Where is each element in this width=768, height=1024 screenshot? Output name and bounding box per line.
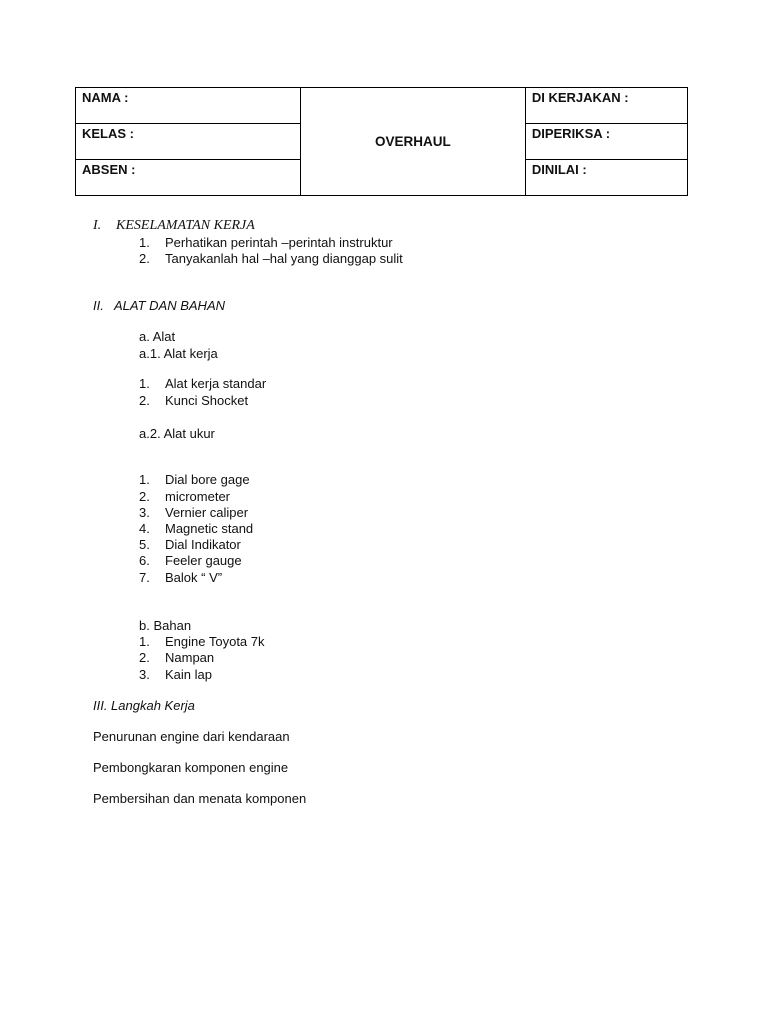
subsection-a1-label: a.1. Alat kerja	[139, 346, 218, 361]
header-table	[75, 87, 688, 196]
diperiksa-cell: DIPERIKSA :	[525, 124, 687, 160]
dikerjakan-cell: DI KERJAKAN :	[525, 88, 687, 124]
list-item: 2. Nampan	[139, 650, 215, 665]
section-2-number: II.	[93, 298, 104, 313]
list-item: 1. Alat kerja standar	[139, 376, 267, 391]
subsection-b-label: b. Bahan	[139, 618, 192, 633]
dinilai-cell: DINILAI :	[525, 160, 687, 196]
kelas-cell: KELAS :	[76, 124, 301, 160]
step-item: Penurunan engine dari kendaraan	[93, 729, 290, 744]
section-1-heading	[93, 218, 255, 234]
list-item: 2. micrometer	[139, 489, 231, 504]
section-1-title: KESELAMATAN KERJA	[116, 218, 255, 233]
list-item: 4. Magnetic stand	[139, 521, 254, 536]
list-item: 2. Kunci Shocket	[139, 393, 249, 408]
section-2-heading	[93, 298, 225, 313]
subsection-a2-label: a.2. Alat ukur	[139, 426, 215, 441]
list-item: 3. Vernier caliper	[139, 505, 249, 520]
section-3-heading: III. Langkah Kerja	[93, 698, 195, 713]
section-2-title: ALAT DAN BAHAN	[114, 298, 226, 313]
list-item: 1. Engine Toyota 7k	[139, 634, 265, 649]
list-item: 2. Tanyakanlah hal –hal yang dianggap sulit	[139, 251, 403, 266]
absen-cell: ABSEN :	[76, 160, 301, 196]
step-item: Pembersihan dan menata komponen	[93, 791, 307, 806]
subsection-a-label: a. Alat	[139, 329, 176, 344]
section-1-number: I.	[93, 218, 102, 233]
nama-cell: NAMA :	[76, 88, 301, 124]
list-item: 1. Dial bore gage	[139, 472, 250, 487]
list-item: 1. Perhatikan perintah –perintah instruktur	[139, 235, 393, 250]
step-item: Pembongkaran komponen engine	[93, 760, 289, 775]
list-item: 5. Dial Indikator	[139, 537, 241, 552]
list-item: 6. Feeler gauge	[139, 553, 242, 568]
list-item: 7. Balok “ V”	[139, 570, 223, 585]
document-title: OVERHAUL	[300, 88, 525, 196]
list-item: 3. Kain lap	[139, 667, 212, 682]
